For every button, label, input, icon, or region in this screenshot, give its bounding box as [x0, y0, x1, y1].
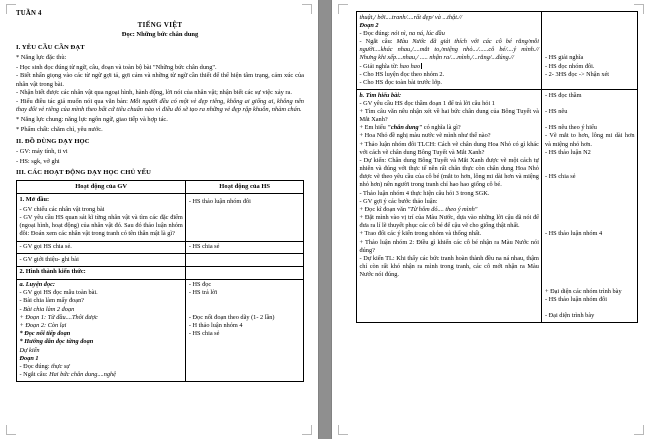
week-label: TUẦN 4: [16, 10, 42, 17]
activity-line: - H thảo luận nhóm 4: [188, 321, 243, 329]
spacer-line: [545, 14, 635, 22]
activity-line: - 2- 3HS đọc -> Nhận xét: [544, 70, 610, 78]
competency-item-1: - Học sinh đọc đúng từ ngữ, câu, đoạn và toàn bộ bài "Những bức chân dung".: [16, 63, 217, 71]
activity-line: - HS đọc thầm: [544, 91, 582, 99]
activity-line: - Ngắt câu: Hai bức chân dung....nghệ: [19, 371, 116, 379]
activity-line: - HS chia sẻ: [544, 173, 576, 181]
activity-line: + Thảo luận nhóm đôi TLCH: Cách vẽ chân dung Hoa Nhỏ có gì khác với cách vẽ chân dung Bông Tuyết và Mắt Xanh?: [359, 140, 539, 156]
activity-line: - GV giới thiệu- ghi bài: [19, 255, 79, 263]
spacer-line: [545, 181, 635, 189]
spacer-line: [545, 280, 635, 288]
document-body-right: [356, 11, 638, 323]
spacer-line: [545, 271, 635, 279]
activity-line: + Hoa Nhỏ đề nghị màu nước vẽ mình như thế nào?: [359, 132, 491, 140]
document-page-right: [332, 0, 650, 439]
activity-line: - Cho HS đọc toàn bài trước lớp.: [359, 78, 442, 86]
spacer-line: [545, 190, 635, 198]
activity-line: - Ngắt câu: Màu Nước đã giải thích với các cô bé rằng/mỗi người....khác nhau,/....mắt to,/miệng nhỏ.../......cô bé/....ý mình.// Nhưng khi xếp....nhau,/ ..... nhận ra/....mình,/...rằng/...đúng.//: [359, 38, 539, 62]
cell-student-activity: [542, 90, 638, 323]
page-title: TIẾNG VIỆT: [137, 22, 183, 30]
activity-line: - Đọc nối đoạn theo dãy (1- 2 lần): [188, 313, 275, 321]
activity-line: - HS thảo luận nhóm đôi: [188, 197, 251, 205]
activity-line: - Dự kiến TL: Khi thấy các bức tranh hoàn thành đều na ná nhau, thậm chí còn rất khó nhận ra mình trong tranh, các cô mới nhận ra Màu Nước nói đúng.: [359, 254, 539, 279]
activity-line: a. Luyện đọc:: [19, 281, 55, 289]
table-row: [357, 12, 638, 90]
activity-line: - HS đọc: [188, 281, 212, 289]
spacer-line: [545, 157, 635, 165]
table-body-left: [17, 194, 304, 382]
document-body-left: [16, 9, 304, 382]
section-heading-equipment: II. ĐỒ DÙNG DẠY HỌC: [16, 137, 90, 145]
activity-line: - HS thảo luận N2: [544, 148, 591, 156]
cell-student-activity: [186, 241, 304, 254]
competency-item-2: - Biết nhấn giọng vào các từ ngữ gợi tả, gợi cảm và những từ ngữ cần thiết để thể hiện tâm trạng, cảm xúc của nhân vật trong bài.: [16, 72, 304, 88]
cell-teacher-activity: [17, 194, 186, 241]
activity-line: - Vẽ mắt to hơn, lông mi dài hơn và miệng nhỏ hơn.: [544, 132, 635, 148]
spacer-line: [545, 22, 635, 30]
activity-line: - GV chiếu các nhân vật trong bài: [19, 205, 105, 213]
spacer-line: [545, 116, 635, 124]
activity-line: - Dự kiến: Chân dung Bông Tuyết và Mắt Xanh được vẽ một cách tự nhiên và đúng với thực tế nên rất chân thực còn chân dung Hoa Nhỏ được vẽ theo yêu cầu của cô bé (mắt to hơn, lông mi dài hơn và miệng nhỏ hơn) nên người trong tranh chỉ hao hao giống cô bé.: [359, 156, 539, 189]
crop-mark-bottom-right: [302, 425, 312, 435]
activity-line: - GV yêu cầu HS quan sát kĩ từng nhân vật và tìm các đặc điểm (ngoại hình, hoạt động) của nhân vật đó. Sau đó thảo luận nhóm đôi: Đoán xem các nhân vật trong tranh có tên thân mật là gì?: [19, 214, 183, 238]
crop-mark-top-left: [6, 4, 16, 14]
table-body-right: [357, 12, 638, 323]
activity-line: 1. Mở đầu:: [19, 195, 50, 203]
table-row: [17, 279, 304, 382]
spacer-line: [545, 222, 635, 230]
table-header-row: [17, 180, 304, 193]
activity-line: - GV gọi HS đọc mẫu toàn bài.: [19, 289, 98, 297]
spacer-line: [545, 255, 635, 263]
activity-line: * Hướng dẫn đọc từng đoạn: [19, 338, 94, 346]
page-gutter: [318, 0, 332, 439]
crop-mark-bottom-left: [6, 425, 16, 435]
spacer-line: [545, 247, 635, 255]
cell-teacher-activity: [357, 12, 542, 90]
quality-statement: * Phẩm chất: chăm chỉ, yêu nước.: [16, 126, 103, 134]
cell-student-activity: [186, 266, 304, 279]
activity-line: 2. Hình thành kiến thức:: [19, 268, 86, 276]
table-row: [17, 241, 304, 254]
activity-line: - Bài chia làm mấy đoạn?: [19, 297, 85, 305]
activity-line: - Giải nghĩa từ: hao hao: [359, 62, 421, 70]
activity-line: thuật,/ bởi....tranh/....rất đẹp/ và ...thật.//: [359, 13, 463, 21]
cell-student-activity: [542, 12, 638, 90]
activity-line: - GV gợi ý các bước thảo luận:: [359, 197, 438, 205]
activity-line: + Đoạn 1: Từ đầu....Thôi được: [19, 313, 98, 321]
table-header-hs: Hoạt động của HS: [186, 180, 304, 193]
section-heading-activities: III. CÁC HOẠT ĐỘNG DẠY HỌC CHỦ YẾU: [16, 169, 152, 177]
spacer-line: [545, 214, 635, 222]
lesson-activities-table-left: [16, 180, 304, 382]
activity-line: + Tìm câu văn nêu nhận xét về hai bức chân dung của Bông Tuyết và Mắt Xanh?: [359, 107, 539, 124]
table-row: [17, 266, 304, 279]
table-row: [357, 90, 638, 323]
spacer-line: [545, 165, 635, 173]
activity-line: - Đọc đúng: nói nì, na ná, lúc đầu: [359, 29, 445, 37]
activity-line: - HS chia sẻ: [188, 243, 220, 251]
spacer-line: [545, 263, 635, 271]
spacer-line: [545, 46, 635, 54]
activity-line: - Đại diện trình bày: [544, 312, 595, 320]
activity-line: + Đại diện các nhóm trình bày: [544, 287, 622, 295]
activity-line: + Đoạn 2: Còn lại: [19, 321, 67, 329]
cell-teacher-activity: [17, 279, 186, 382]
spacer-line: [545, 30, 635, 38]
activity-line: b. Tìm hiểu bài:: [359, 91, 402, 99]
competency-item-3: - Nhận biết được các nhân vật qua ngoại hình, hành động, lời nói của nhân vật; nhận biết các sự việc xảy ra.: [16, 89, 292, 97]
activity-line: - HS thảo luận nhóm đôi: [544, 295, 608, 303]
spacer-line: [545, 304, 635, 312]
activity-line: - HS giải nghĩa: [544, 54, 584, 62]
cell-student-activity: [186, 279, 304, 382]
crop-mark-bottom-left-right-page: [338, 425, 348, 435]
spacer-line: [545, 206, 635, 214]
activity-line: - Đọc đúng: thực sự: [19, 362, 70, 370]
understanding-statement: [16, 98, 304, 115]
spacer-line: [545, 100, 635, 108]
equipment-teacher: - GV: máy tính, ti vi: [16, 147, 68, 155]
cell-teacher-activity: [17, 241, 186, 254]
activity-line: + Em hiểu "chân dung" có nghĩa là gì?: [359, 124, 461, 132]
section-heading-requirements: I. YÊU CẦU CẦN ĐẠT: [16, 43, 85, 51]
lesson-activities-table-right: [356, 11, 638, 323]
activity-line: - GV gọi HS chia sẻ.: [19, 243, 72, 251]
page-subtitle: Đọc: Những bức chân dung: [121, 31, 199, 39]
activity-line: - Bài chia làm 2 đoạn: [19, 305, 75, 313]
competency-specific-label: * Năng lực đặc thù:: [16, 53, 67, 61]
activity-line: Đoạn 2: [359, 21, 379, 29]
cell-teacher-activity: [357, 90, 542, 323]
activity-line: * Đọc nối tiếp đoạn: [19, 330, 71, 338]
activity-line: + Trao đổi các ý kiến trong nhóm và thống nhất.: [359, 230, 482, 238]
spacer-line: [189, 297, 301, 313]
spacer-line: [545, 198, 635, 206]
table-row: [17, 194, 304, 241]
spacer-line: [545, 239, 635, 247]
activity-line: - HS chia sẻ: [188, 330, 220, 338]
activity-line: - HS nêu theo ý hiểu: [544, 124, 597, 132]
cell-student-activity: [186, 254, 304, 267]
crop-mark-top-left-right-page: [338, 4, 348, 14]
crop-mark-bottom-right-right-page: [634, 425, 644, 435]
activity-line: Dự kiến: [19, 346, 40, 354]
table-row: [17, 254, 304, 267]
activity-line: - Cho HS luyện đọc theo nhóm 2.: [359, 70, 445, 78]
activity-line: Đoạn 1: [19, 354, 39, 362]
cell-student-activity: [186, 194, 304, 241]
table-header-gv: Hoạt động của GV: [17, 180, 186, 193]
cell-teacher-activity: [17, 254, 186, 267]
understanding-italic: Mỗi người đều có một vẻ đẹp riêng, không ai giống ai, không nên thay đổi vẻ riêng của mình theo bất cứ tiêu chuẩn nào vì điều đó sẽ tạo ra những vẻ đẹp rập khuôn, nhàm chán.: [16, 97, 304, 114]
cell-teacher-activity: [17, 266, 186, 279]
activity-line: - GV yêu cầu HS đọc thầm đoạn 1 để trả lời câu hỏi 1: [359, 99, 495, 107]
activity-line: + Thảo luận nhóm 2: Điều gì khiến các cô bé nhận ra Màu Nước nói đúng?: [359, 238, 539, 254]
activity-line: + Đặt mình vào vị trí của Màu Nước, dựa vào những lời cậu đã nói để đưa ra lí lẽ thuyết phục các cô bé để cậu vẽ cho giống thật nhất.: [359, 214, 539, 230]
activity-line: - Thảo luận nhóm 4 thực hiện câu hỏi 3 trong SGK.: [359, 189, 490, 197]
text-cursor: [421, 63, 422, 69]
activity-line: - HS đọc nhóm đôi.: [544, 62, 595, 70]
document-page-left: [0, 0, 318, 439]
activity-line: - HS nêu: [544, 107, 568, 115]
spacer-line: [545, 38, 635, 46]
activity-line: - HS trả lời: [188, 289, 218, 297]
competency-general: * Năng lực chung: năng lực ngôn ngữ, giao tiếp và hợp tác.: [16, 116, 168, 124]
understanding-prefix: - Hiểu điều tác giả muốn nói qua văn bản:: [16, 97, 130, 105]
activity-line: - HS thảo luận nhóm 4: [544, 230, 603, 238]
activity-line: + Đọc kĩ đoạn văn "Từ hôm đó.... theo ý mình": [359, 205, 478, 213]
equipment-student: - HS: sgk, vở ghi: [16, 157, 60, 165]
